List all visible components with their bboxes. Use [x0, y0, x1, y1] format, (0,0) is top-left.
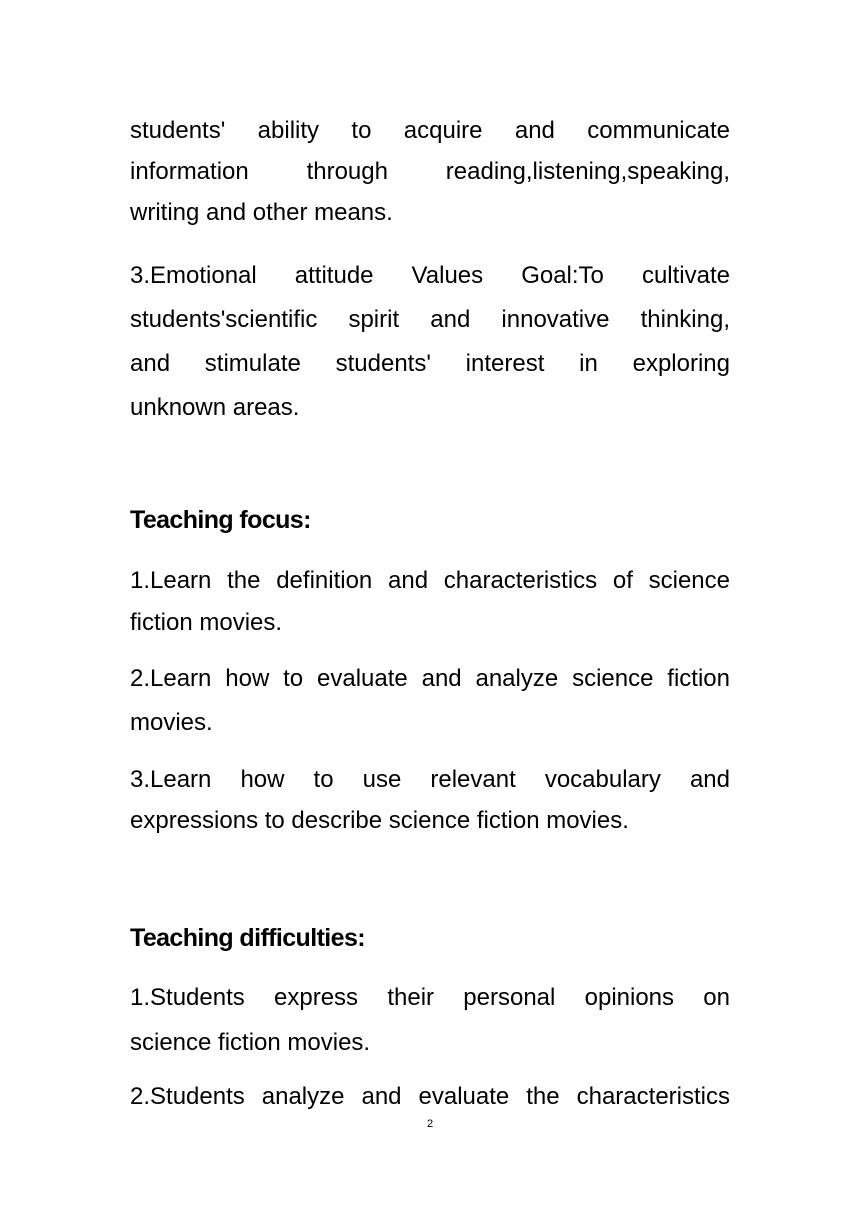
focus-item-2-line-2: movies.	[130, 709, 213, 736]
emotional-goal-line-1: 3.Emotional attitude Values Goal:To cultivate	[130, 262, 730, 289]
difficulty-item-2-line-1: 2.Students analyze and evaluate the characteristics	[130, 1083, 730, 1110]
teaching-difficulties-item-2	[130, 1076, 730, 1117]
intro-paragraph	[130, 110, 730, 233]
intro-line-1: students' ability to acquire and communicate	[130, 117, 730, 144]
focus-item-2-line-1: 2.Learn how to evaluate and analyze science fiction	[130, 665, 730, 692]
teaching-focus-item-3	[130, 759, 730, 841]
teaching-difficulties-item-1	[130, 975, 730, 1065]
emotional-goal-line-4: unknown areas.	[130, 394, 300, 421]
emotional-goal-paragraph	[130, 254, 730, 430]
page-number: 2	[426, 1118, 434, 1130]
teaching-focus-item-1	[130, 560, 730, 644]
teaching-focus-heading: Teaching focus:	[130, 506, 311, 534]
focus-item-1-line-1: 1.Learn the definition and characteristics of science	[130, 567, 730, 594]
emotional-goal-line-2: students'scientific spirit and innovative thinking,	[130, 306, 730, 333]
teaching-difficulties-heading: Teaching difficulties:	[130, 924, 365, 952]
difficulty-item-1-line-2: science fiction movies.	[130, 1029, 371, 1056]
difficulty-item-1-line-1: 1.Students express their personal opinions on	[130, 984, 730, 1011]
teaching-focus-item-2	[130, 657, 730, 745]
document-page	[130, 0, 730, 1217]
focus-item-3-line-1: 3.Learn how to use relevant vocabulary and	[130, 766, 730, 793]
emotional-goal-line-3: and stimulate students' interest in exploring	[130, 350, 730, 377]
intro-line-3: writing and other means.	[130, 199, 393, 226]
intro-line-2: information through reading,listening,speaking,	[130, 158, 730, 185]
focus-item-3-line-2: expressions to describe science fiction movies.	[130, 807, 629, 834]
focus-item-1-line-2: fiction movies.	[130, 609, 283, 636]
